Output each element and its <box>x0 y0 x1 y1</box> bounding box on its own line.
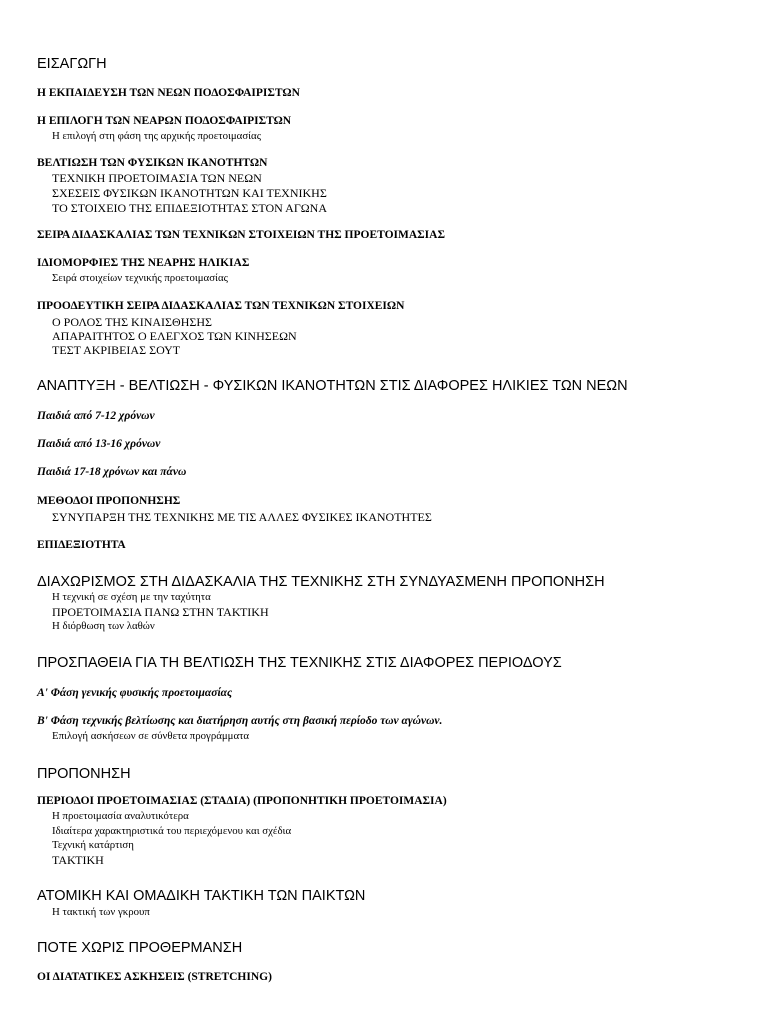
toc-item: Ιδιαίτερα χαρακτηριστικά του περιεχόμενου και σχέδια <box>52 825 292 837</box>
toc-item: ΤΟ ΣΤΟΙΧΕΙΟ ΤΗΣ ΕΠΙΔΕΞΙΟΤΗΤΑΣ ΣΤΟΝ ΑΓΩΝΑ <box>52 201 328 215</box>
toc-item: Τεχνική κατάρτιση <box>52 839 134 851</box>
subsection-heading: ΣΕΙΡΑ ΔΙΔΑΣΚΑΛΙΑΣ ΤΩΝ ΤΕΧΝΙΚΩΝ ΣΤΟΙΧΕΙΩΝ ΤΗΣ ΠΡΟΕΤΟΙΜΑΣΙΑΣ <box>37 229 445 241</box>
subsection-heading: ΟΙ ΔΙΑΤΑΤΙΚΕΣ ΑΣΚΗΣΕΙΣ (STRETCHING) <box>37 971 272 983</box>
toc-item: Η διόρθωση των λαθών <box>52 620 155 632</box>
toc-item: Η προετοιμασία αναλυτικότερα <box>52 810 189 822</box>
toc-item: ΣΥΝΥΠΑΡΞΗ ΤΗΣ ΤΕΧΝΙΚΗΣ ΜΕ ΤΙΣ ΑΛΛΕΣ ΦΥΣΙΚΕΣ ΙΚΑΝΟΤΗΤΕΣ <box>52 510 432 524</box>
subsection-heading: Β' Φάση τεχνικής βελτίωσης και διατήρηση αυτής στη βασική περίοδο των αγώνων. <box>37 715 443 727</box>
subsection-heading: ΒΕΛΤΙΩΣΗ ΤΩΝ ΦΥΣΙΚΩΝ ΙΚΑΝΟΤΗΤΩΝ <box>37 157 268 169</box>
section-heading: ΑΤΟΜΙΚΗ ΚΑΙ ΟΜΑΔΙΚΗ ΤΑΚΤΙΚΗ ΤΩΝ ΠΑΙΚΤΩΝ <box>37 888 366 904</box>
toc-item: Ο ΡΟΛΟΣ ΤΗΣ ΚΙΝΑΙΣΘΗΣΗΣ <box>52 315 212 329</box>
subsection-heading: Παιδιά 17-18 χρόνων και πάνω <box>37 466 187 478</box>
section-heading: ΕΙΣΑΓΩΓΗ <box>37 56 107 72</box>
section-heading: ΠΡΟΣΠΑΘΕΙΑ ΓΙΑ ΤΗ ΒΕΛΤΙΩΣΗ ΤΗΣ ΤΕΧΝΙΚΗΣ ΣΤΙΣ ΔΙΑΦΟΡΕΣ ΠΕΡΙΟΔΟΥΣ <box>37 655 562 671</box>
subsection-heading: ΙΔΙΟΜΟΡΦΙΕΣ ΤΗΣ ΝΕΑΡΗΣ ΗΛΙΚΙΑΣ <box>37 257 250 269</box>
section-heading: ΑΝΑΠΤΥΞΗ - ΒΕΛΤΙΩΣΗ - ΦΥΣΙΚΩΝ ΙΚΑΝΟΤΗΤΩΝ ΣΤΙΣ ΔΙΑΦΟΡΕΣ ΗΛΙΚΙΕΣ ΤΩΝ ΝΕΩΝ <box>37 378 628 394</box>
subsection-heading: Α' Φάση γενικής φυσικής προετοιμασίας <box>37 687 233 699</box>
toc-item: ΣΧΕΣΕΙΣ ΦΥΣΙΚΩΝ ΙΚΑΝΟΤΗΤΩΝ ΚΑΙ ΤΕΧΝΙΚΗΣ <box>52 186 327 200</box>
subsection-heading: Παιδιά από 13-16 χρόνων <box>37 438 161 450</box>
section-heading: ΠΟΤΕ ΧΩΡΙΣ ΠΡΟΘΕΡΜΑΝΣΗ <box>37 940 243 956</box>
subsection-heading: Παιδιά από 7-12 χρόνων <box>37 410 155 422</box>
subsection-heading: Η ΕΚΠΑΙΔΕΥΣΗ ΤΩΝ ΝΕΩΝ ΠΟΔΟΣΦΑΙΡΙΣΤΩΝ <box>37 87 300 99</box>
toc-item: ΠΡΟΕΤΟΙΜΑΣΙΑ ΠΑΝΩ ΣΤΗΝ ΤΑΚΤΙΚΗ <box>52 605 269 619</box>
toc-item: ΑΠΑΡΑΙΤΗΤΟΣ Ο ΕΛΕΓΧΟΣ ΤΩΝ ΚΙΝΗΣΕΩΝ <box>52 329 297 343</box>
toc-item: Η τακτική των γκρουπ <box>52 906 150 918</box>
subsection-heading: ΠΕΡΙΟΔΟΙ ΠΡΟΕΤΟΙΜΑΣΙΑΣ (ΣΤΑΔΙΑ) (ΠΡΟΠΟΝΗΤΙΚΗ ΠΡΟΕΤΟΙΜΑΣΙΑ) <box>37 795 447 807</box>
section-heading: ΔΙΑΧΩΡΙΣΜΟΣ ΣΤΗ ΔΙΔΑΣΚΑΛΙΑ ΤΗΣ ΤΕΧΝΙΚΗΣ ΣΤΗ ΣΥΝΔΥΑΣΜΕΝΗ ΠΡΟΠΟΝΗΣΗ <box>37 574 605 590</box>
subsection-heading: ΕΠΙΔΕΞΙΟΤΗΤΑ <box>37 539 126 551</box>
toc-item: Επιλογή ασκήσεων σε σύνθετα προγράμματα <box>52 730 250 742</box>
toc-item: ΤΕΣΤ ΑΚΡΙΒΕΙΑΣ ΣΟΥΤ <box>52 343 181 357</box>
subsection-heading: Η ΕΠΙΛΟΓΗ ΤΩΝ ΝΕΑΡΩΝ ΠΟΔΟΣΦΑΙΡΙΣΤΩΝ <box>37 115 292 127</box>
toc-item: Η τεχνική σε σχέση με την ταχύτητα <box>52 591 211 603</box>
subsection-heading: ΠΡΟΟΔΕΥΤΙΚΗ ΣΕΙΡΑ ΔΙΔΑΣΚΑΛΙΑΣ ΤΩΝ ΤΕΧΝΙΚΩΝ ΣΤΟΙΧΕΙΩΝ <box>37 300 405 312</box>
subsection-heading: ΜΕΘΟΔΟΙ ΠΡΟΠΟΝΗΣΗΣ <box>37 495 181 507</box>
toc-item: Σειρά στοιχείων τεχνικής προετοιμασίας <box>52 272 228 284</box>
toc-item: ΤΑΚΤΙΚΗ <box>52 853 104 867</box>
section-heading: ΠΡΟΠΟΝΗΣΗ <box>37 766 131 782</box>
toc-item: ΤΕΧΝΙΚΗ ΠΡΟΕΤΟΙΜΑΣΙΑ ΤΩΝ ΝΕΩΝ <box>52 171 262 185</box>
toc-item: Η επιλογή στη φάση της αρχικής προετοιμασίας <box>52 130 261 142</box>
